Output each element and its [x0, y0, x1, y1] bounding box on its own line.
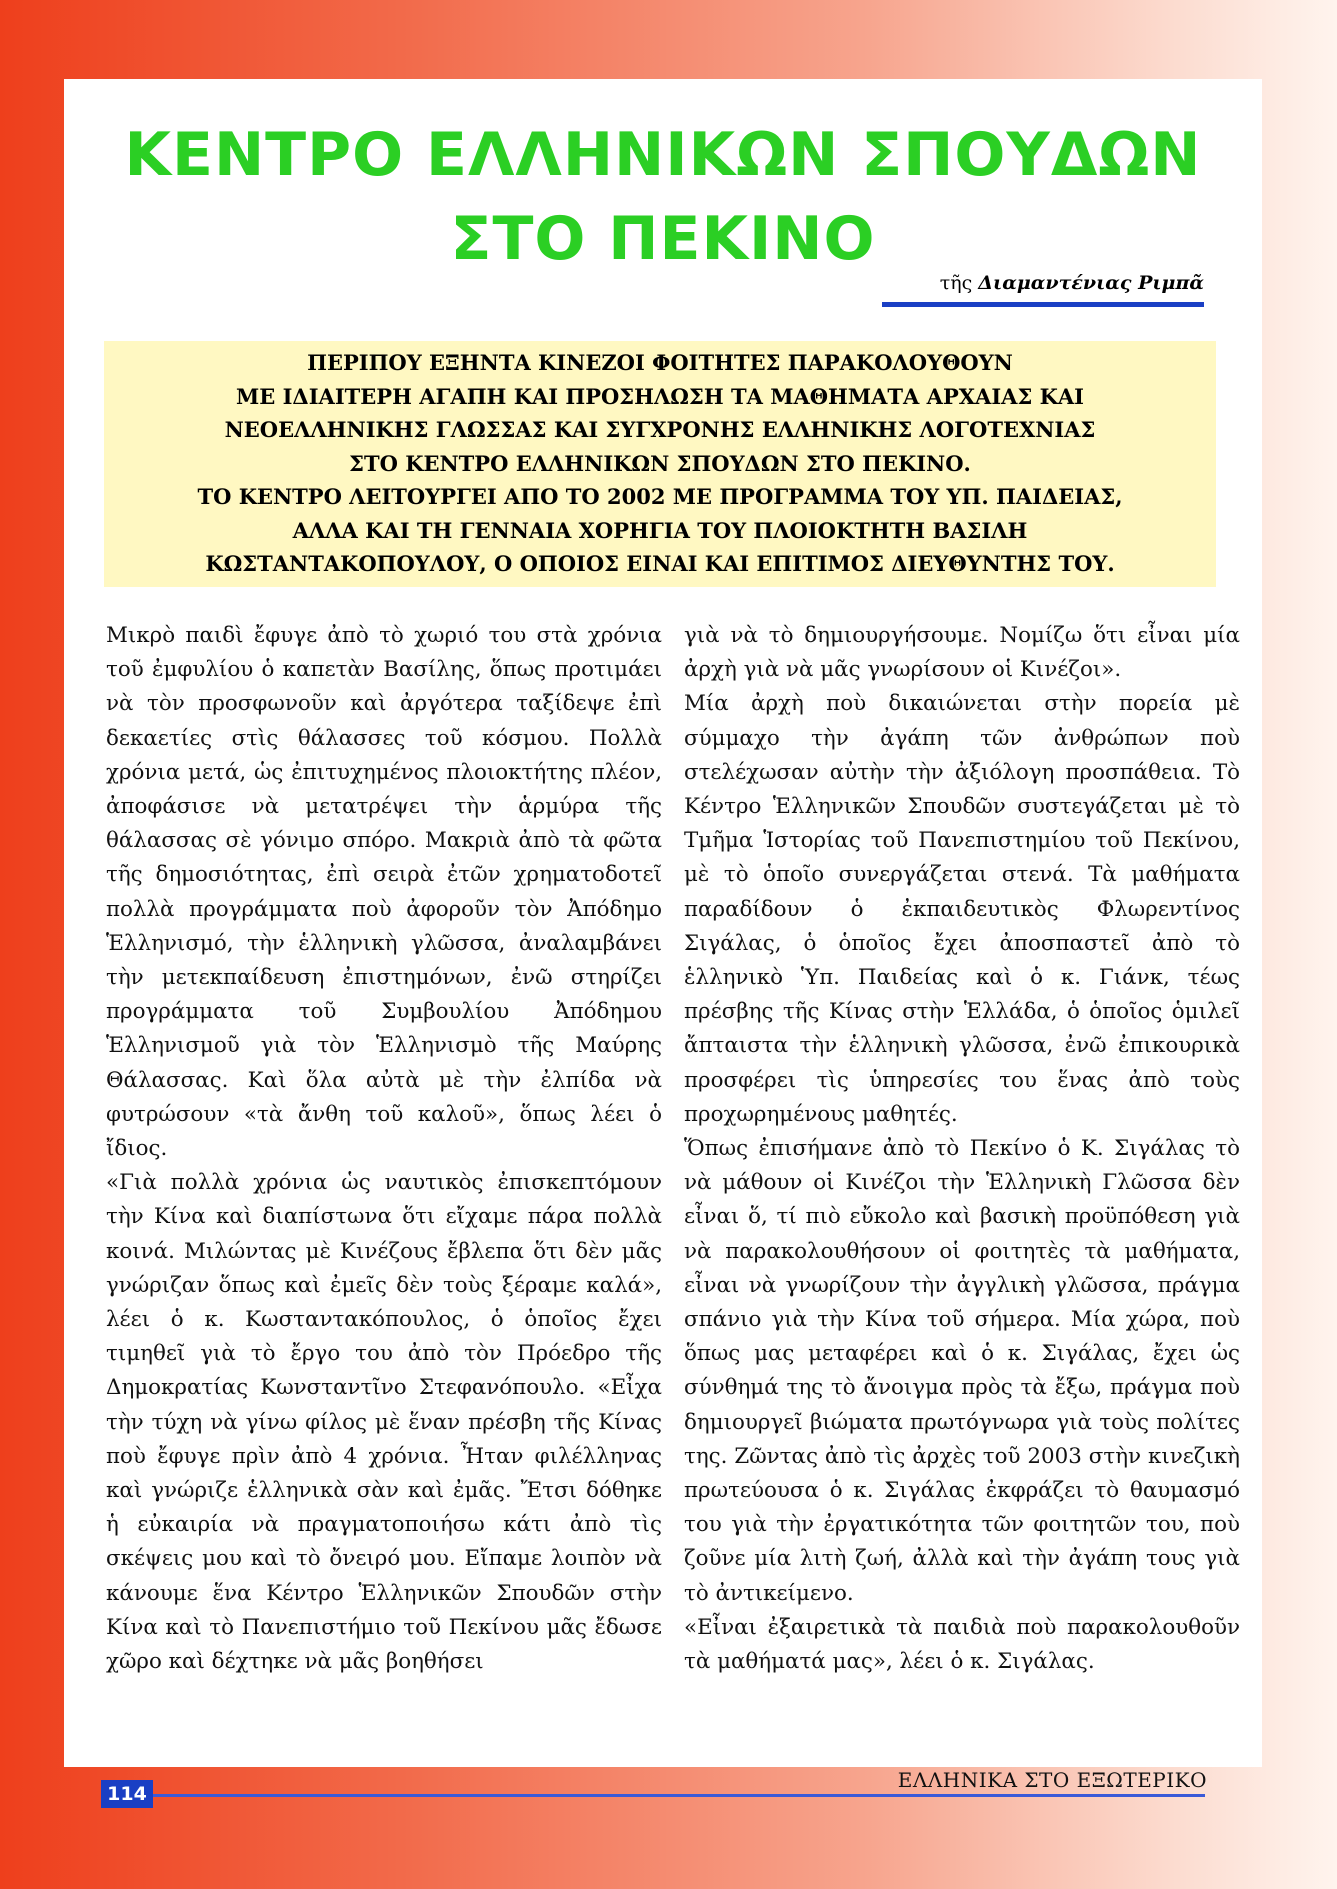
lead-line: ΑΛΛΑ ΚΑΙ ΤΗ ΓΕΝΝΑΙΑ ΧΟΡΗΓΙΑ ΤΟΥ ΠΛΟΙΟΚΤΗΤΗ ΒΑΣΙΛΗ	[292, 517, 1028, 543]
lead-box	[104, 341, 1216, 587]
body-column-left	[106, 619, 662, 1679]
section-name: ΕΛΛΗΝΙΚΑ ΣΤΟ ΕΞΩΤΕΡΙΚΟ	[897, 1768, 1207, 1792]
title-line-1: ΚΕΝΤΡΟ ΕΛΛΗΝΙΚΩΝ ΣΠΟΥΔΩΝ	[124, 120, 1202, 190]
paragraph: Μικρὸ παιδὶ ἔφυγε ἀπὸ τὸ χωριό του στὰ χρόνια τοῦ ἐμφυλίου ὁ καπετὰν Βασίλης, ὅπως προτιμάει νὰ τὸν προσφωνοῦν καὶ ἀργότερα ταξίδεψε ἐπὶ δεκαετίες στὶς θάλασσες τοῦ κόσμου. Πολλὰ χρόνια μετά, ὡς ἐπιτυχημένος πλοιοκτήτης πλέον, ἀποφάσισε νὰ μετατρέψει τὴν ἁρμύρα τῆς θάλασσας σὲ γόνιμο σπόρο. Μακριὰ ἀπὸ τὰ φῶτα τῆς δημοσιότητας, ἐπὶ σειρὰ ἐτῶν χρηματοδοτεῖ πολλὰ προγράμματα ποὺ ἀφοροῦν τὸν Ἀπόδημο Ἑλληνισμό, τὴν ἑλληνικὴ γλῶσσα, ἀναλαμβάνει τὴν μετεκπαίδευση ἐπιστημόνων, ἐνῶ στηρίζει προγράμματα τοῦ Συμβουλίου Ἀπόδημου Ἑλληνισμοῦ γιὰ τὸν Ἑλληνισμὸ τῆς Μαύρης Θάλασσας. Καὶ ὅλα αὐτὰ μὲ τὴν ἐλπίδα νὰ φυτρώσουν «τὰ ἄνθη τοῦ καλοῦ», ὅπως λέει ὁ ἴδιος.	[106, 623, 662, 1162]
page-number: 114	[101, 1780, 153, 1808]
paragraph: «Εἶναι ἐξαιρετικὰ τὰ παιδιὰ ποὺ παρακολουθοῦν τὰ μαθήματά μας», λέει ὁ κ. Σιγάλας.	[684, 1614, 1240, 1675]
paragraph: «Γιὰ πολλὰ χρόνια ὡς ναυτικὸς ἐπισκεπτόμουν τὴν Κίνα καὶ διαπίστωνα ὅτι εἴχαμε πάρα πολλὰ κοινά. Μιλώντας μὲ Κινέζους ἔβλεπα ὅτι δὲν μᾶς γνώριζαν ὅπως καὶ ἐμεῖς δὲν τοὺς ξέραμε καλά», λέει ὁ κ. Κωσταντακόπουλος, ὁ ὁποῖος ἔχει τιμηθεῖ γιὰ τὸ ἔργο του ἀπὸ τὸν Πρόεδρο τῆς Δημοκρατίας Κωνσταντῖνο Στεφανόπουλο. «Εἶχα τὴν τύχη νὰ γίνω φίλος μὲ ἕναν πρέσβη τῆς Κίνας ποὺ ἔφυγε πρὶν ἀπὸ 4 χρόνια. Ἦταν φιλέλληνας καὶ γνώριζε ἑλληνικὰ σὰν καὶ ἐμᾶς. Ἔτσι δόθηκε ἡ εὐκαιρία νὰ πραγματοποιήσω κάτι ἀπὸ τὶς σκέψεις μου καὶ τὸ ὄνειρό μου. Εἴπαμε λοιπὸν νὰ κάνουμε ἕνα Κέντρο Ἑλληνικῶν Σπουδῶν στὴν Κίνα καὶ τὸ Πανεπιστήμιο τοῦ Πεκίνου μᾶς ἔδωσε χῶρο καὶ δέχτηκε νὰ μᾶς βοηθήσει	[106, 1170, 662, 1675]
paragraph: γιὰ νὰ τὸ δημιουργήσουμε. Νομίζω ὅτι εἶναι μία ἀρχὴ γιὰ νὰ μᾶς γνωρίσουν οἱ Κινέζοι».	[684, 623, 1240, 683]
paragraph: Ὅπως ἐπισήμανε ἀπὸ τὸ Πεκίνο ὁ Κ. Σιγάλας τὸ νὰ μάθουν οἱ Κινέζοι τὴν Ἑλληνικὴ Γλῶσσα δὲν εἶναι ὅ, τί πιὸ εὔκολο καὶ βασικὴ προϋπόθεση γιὰ νὰ παρακολουθήσουν οἱ φοιτητὲς τὰ μαθήματα, εἶναι νὰ γνωρίζουν τὴν ἀγγλικὴ γλῶσσα, πράγμα σπάνιο γιὰ τὴν Κίνα τοῦ σήμερα. Μία χώρα, ποὺ ὅπως μας μεταφέρει καὶ ὁ κ. Σιγάλας, ἔχει ὡς σύνθημά της τὸ ἄνοιγμα πρὸς τὰ ἔξω, πράγμα ποὺ δημιουργεῖ βιώματα πρωτόγνωρα γιὰ τοὺς πολίτες της. Ζῶντας ἀπὸ τὶς ἀρχὲς τοῦ 2003 στὴν κινεζικὴ πρωτεύουσα ὁ κ. Σιγάλας ἐκφράζει τὸ θαυμασμό του γιὰ τὴν ἐργατικότητα τῶν φοιτητῶν του, ποὺ ζοῦνε μία λιτὴ ζωή, ἀλλὰ καὶ τὴν ἀγάπη τους γιὰ τὸ ἀντικείμενο.	[684, 1136, 1240, 1606]
lead-line: ΜΕ ΙΔΙΑΙΤΕΡΗ ΑΓΑΠΗ ΚΑΙ ΠΡΟΣΗΛΩΣΗ ΤΑ ΜΑΘΗΜΑΤΑ ΑΡΧΑΙΑΣ ΚΑΙ	[236, 383, 1084, 409]
lead-line: ΚΩΣΤΑΝΤΑΚΟΠΟΥΛΟΥ, Ο ΟΠΟΙΟΣ ΕΙΝΑΙ ΚΑΙ ΕΠΙΤΙΜΟΣ ΔΙΕΥΘΥΝΤΗΣ ΤΟΥ.	[205, 551, 1115, 576]
byline	[882, 271, 1204, 307]
byline-prefix: τῆς	[939, 272, 973, 294]
lead-line: ΤΟ ΚΕΝΤΡΟ ΛΕΙΤΟΥΡΓΕΙ ΑΠΟ ΤΟ 2002 ΜΕ ΠΡΟΓΡΑΜΜΑ ΤΟΥ ΥΠ. ΠΑΙΔΕΙΑΣ,	[197, 484, 1123, 509]
article-page	[64, 79, 1262, 1767]
lead-line: ΝΕΟΕΛΛΗΝΙΚΗΣ ΓΛΩΣΣΑΣ ΚΑΙ ΣΥΓΧΡΟΝΗΣ ΕΛΛΗΝΙΚΗΣ ΛΟΓΟΤΕΧΝΙΑΣ	[224, 417, 1096, 442]
lead-line: ΣΤΟ ΚΕΝΤΡΟ ΕΛΛΗΝΙΚΩΝ ΣΠΟΥΔΩΝ ΣΤΟ ΠΕΚΙΝΟ.	[349, 450, 971, 476]
body-column-right	[684, 619, 1240, 1679]
author-name: Διαμαντένιας Ριμπᾶ	[978, 272, 1204, 294]
lead-line: ΠΕΡΙΠΟΥ ΕΞΗΝΤΑ ΚΙΝΕΖΟΙ ΦΟΙΤΗΤΕΣ ΠΑΡΑΚΟΛΟΥΘΟΥΝ	[307, 350, 1013, 375]
paragraph: Μία ἀρχὴ ποὺ δικαιώνεται στὴν πορεία μὲ σύμμαχο τὴν ἀγάπη τῶν ἀνθρώπων ποὺ στελέχωσαν αὐτὴν τὴν ἀξιόλογη προσπάθεια. Τὸ Κέντρο Ἑλληνικῶν Σπουδῶν συστεγάζεται μὲ τὸ Τμῆμα Ἱστορίας τοῦ Πανεπιστημίου τοῦ Πεκίνου, μὲ τὸ ὁποῖο συνεργάζεται στενά. Τὰ μαθήματα παραδίδουν ὁ ἐκπαιδευτικὸς Φλωρεντίνος Σιγάλας, ὁ ὁποῖος ἔχει ἀποσπαστεῖ ἀπὸ τὸ ἑλληνικὸ Ὑπ. Παιδείας καὶ ὁ κ. Γιάνκ, τέως πρέσβης τῆς Κίνας στὴν Ἑλλάδα, ὁ ὁποῖος ὁμιλεῖ ἄπταιστα τὴν ἑλληνικὴ γλῶσσα, ἐνῶ ἐπικουρικὰ προσφέρει τὶς ὑπηρεσίες του ἕνας ἀπὸ τοὺς προχωρημένους μαθητές.	[684, 691, 1240, 1127]
footer-rule	[140, 1794, 1205, 1797]
article-title	[64, 113, 1262, 281]
title-line-2: ΣΤΟ ΠΕΚΙΝΟ	[450, 204, 876, 274]
